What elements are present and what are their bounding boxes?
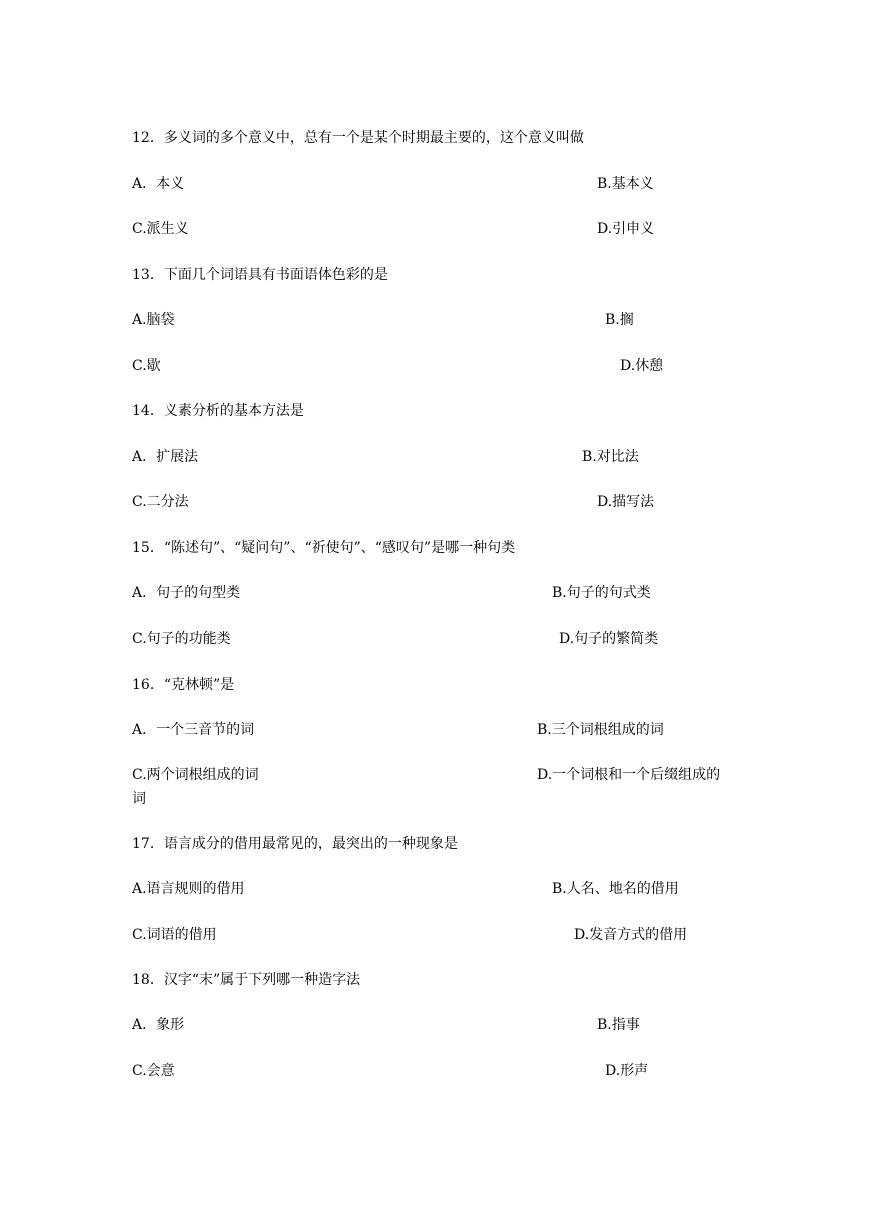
- question-12-option-b: B.基本义: [597, 176, 654, 192]
- question-17-option-c: C.词语的借用: [132, 927, 217, 943]
- question-18-option-c: C.会意: [132, 1063, 175, 1079]
- question-12-stem: 12．多义词的多个意义中，总有一个是某个时期最主要的，这个意义叫做: [132, 130, 584, 146]
- question-13-option-b: B.搁: [605, 312, 634, 328]
- question-13-option-d: D.休憩: [620, 358, 664, 374]
- question-18-option-a: A．象形: [132, 1017, 185, 1033]
- question-12-option-d: D.引申义: [597, 221, 655, 237]
- question-16-option-a: A．一个三音节的词: [132, 722, 255, 738]
- question-14-option-d: D.描写法: [597, 494, 655, 510]
- question-15-option-d: D.句子的繁简类: [559, 631, 659, 647]
- question-16-option-d: D.一个词根和一个后缀组成的: [537, 767, 721, 783]
- question-15-option-c: C.句子的功能类: [132, 631, 231, 647]
- question-14-stem: 14．义素分析的基本方法是: [132, 403, 304, 419]
- question-15-option-a: A．句子的句型类: [132, 585, 241, 601]
- question-16-option-c: C.两个词根组成的词: [132, 767, 259, 783]
- question-18-stem: 18．汉字“末”属于下列哪一种造字法: [132, 972, 361, 988]
- question-17-option-d: D.发音方式的借用: [574, 927, 688, 943]
- question-13-stem: 13．下面几个词语具有书面语体色彩的是: [132, 267, 388, 283]
- question-14-option-b: B.对比法: [582, 449, 639, 465]
- question-16-option-d-wrap: 词: [132, 791, 146, 807]
- question-14-option-c: C.二分法: [132, 494, 189, 510]
- question-15-option-b: B.句子的句式类: [552, 585, 651, 601]
- question-15-stem: 15．“陈述句”、“疑问句”、“祈使句”、“感叹句”是哪一种句类: [132, 540, 516, 556]
- question-16-stem: 16．“克林顿”是: [132, 677, 235, 693]
- question-13-option-a: A.脑袋: [132, 312, 175, 328]
- question-17-option-b: B.人名、地名的借用: [552, 881, 679, 897]
- question-14-option-a: A．扩展法: [132, 449, 199, 465]
- question-17-stem: 17．语言成分的借用最常见的，最突出的一种现象是: [132, 836, 458, 852]
- question-18-option-d: D.形声: [605, 1063, 649, 1079]
- question-18-option-b: B.指事: [597, 1017, 640, 1033]
- question-17-option-a: A.语言规则的借用: [132, 881, 245, 897]
- question-12-option-a: A．本义: [132, 176, 185, 192]
- question-12-option-c: C.派生义: [132, 221, 189, 237]
- question-13-option-c: C.歇: [132, 358, 161, 374]
- question-16-option-b: B.三个词根组成的词: [537, 722, 664, 738]
